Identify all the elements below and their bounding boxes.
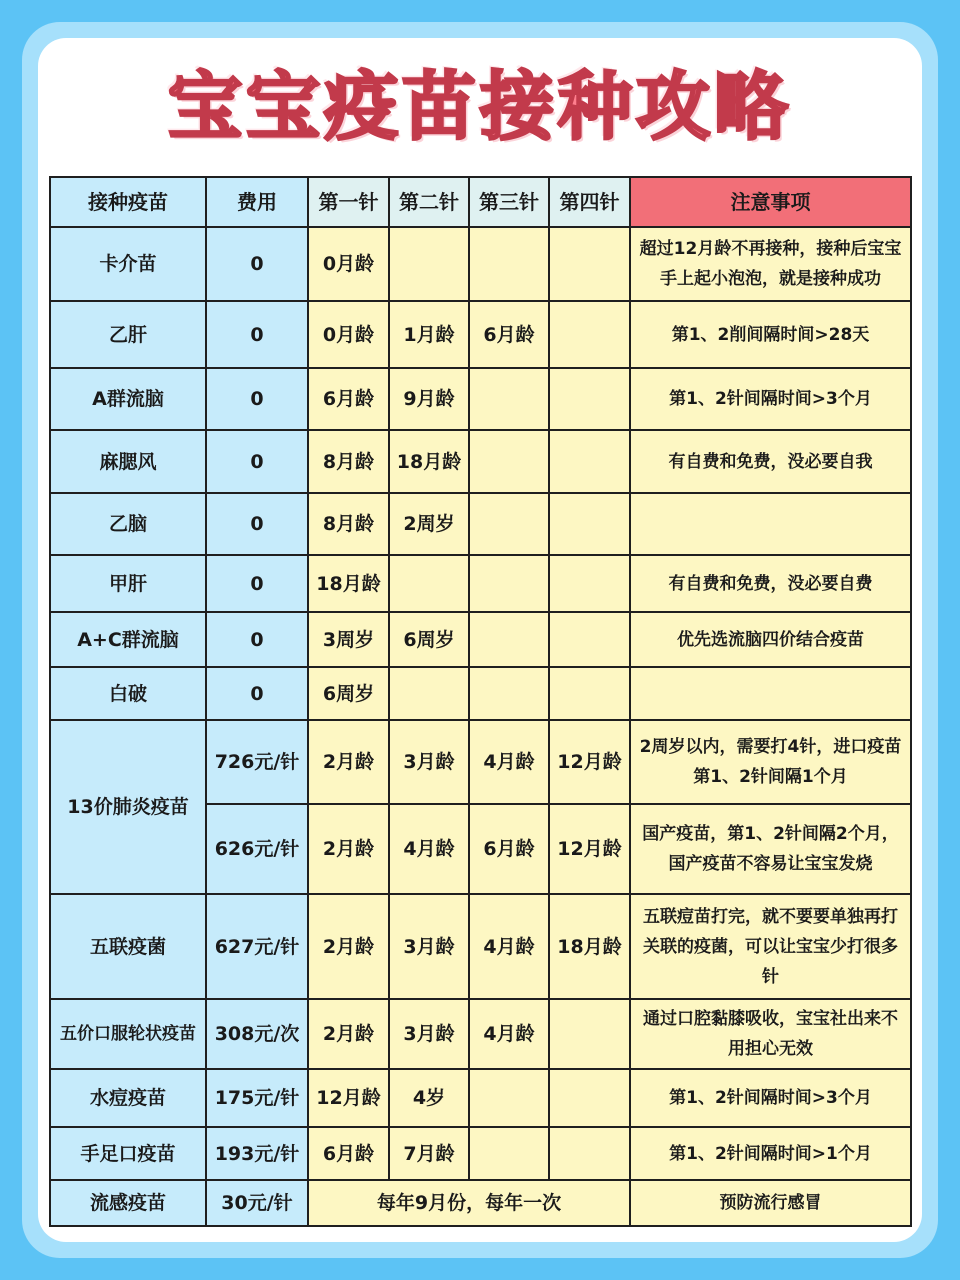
vaccine-fee: 726元/针 — [206, 720, 308, 804]
vaccine-name: 流感疫苗 — [50, 1180, 206, 1226]
vaccine-fee: 0 — [206, 227, 308, 301]
dose4-cell: 18月龄 — [549, 894, 630, 999]
table-row — [50, 1069, 911, 1127]
vaccine-fee: 0 — [206, 430, 308, 493]
table-row — [50, 612, 911, 667]
dose2-cell: 7月龄 — [389, 1127, 469, 1180]
dose4-cell — [549, 555, 630, 612]
dose1-cell: 12月龄 — [308, 1069, 389, 1127]
header-row — [50, 177, 911, 227]
note-cell: 第1、2针间隔时间>3个月 — [630, 368, 911, 430]
dose2-cell: 6周岁 — [389, 612, 469, 667]
dose3-cell — [469, 368, 549, 430]
dose2-cell: 1月龄 — [389, 301, 469, 368]
vaccine-schedule-table — [49, 176, 912, 1227]
note-cell: 有自费和免费，没必要自我 — [630, 430, 911, 493]
dose1-cell: 6月龄 — [308, 1127, 389, 1180]
header-dose3: 第三针 — [469, 177, 549, 227]
note-cell: 第1、2针间隔时间>3个月 — [630, 1069, 911, 1127]
dose4-cell — [549, 430, 630, 493]
vaccine-fee: 0 — [206, 667, 308, 720]
dose3-cell: 6月龄 — [469, 301, 549, 368]
page-title: 宝宝疫苗接种攻略 — [168, 64, 792, 150]
note-cell: 国产疫苗，第1、2针间隔2个月，国产疫苗不容易让宝宝发烧 — [630, 804, 911, 894]
dose2-cell: 4岁 — [389, 1069, 469, 1127]
vaccine-name: 五价口服轮状疫苗 — [50, 999, 206, 1069]
vaccine-fee: 0 — [206, 301, 308, 368]
table-row — [50, 555, 911, 612]
vaccine-name: 麻腮风 — [50, 430, 206, 493]
dose2-cell: 4月龄 — [389, 804, 469, 894]
dose1-cell: 2月龄 — [308, 999, 389, 1069]
note-cell: 有自费和免费，没必要自费 — [630, 555, 911, 612]
note-cell: 第1、2削间隔时间>28天 — [630, 301, 911, 368]
table-row — [50, 430, 911, 493]
dose3-cell — [469, 227, 549, 301]
vaccine-fee: 0 — [206, 555, 308, 612]
vaccine-name: 手足口疫苗 — [50, 1127, 206, 1180]
vaccine-fee: 0 — [206, 368, 308, 430]
vaccine-name: A群流脑 — [50, 368, 206, 430]
dose2-cell — [389, 667, 469, 720]
dose1-cell: 6周岁 — [308, 667, 389, 720]
dose1-cell: 8月龄 — [308, 430, 389, 493]
note-cell: 通过口腔黏膝吸收，宝宝社出来不用担心无效 — [630, 999, 911, 1069]
note-cell: 第1、2针间隔时间>1个月 — [630, 1127, 911, 1180]
header-dose2: 第二针 — [389, 177, 469, 227]
vaccine-fee: 175元/针 — [206, 1069, 308, 1127]
note-cell: 2周岁以内，需要打4针，进口疫苗第1、2针间隔1个月 — [630, 720, 911, 804]
dose1-cell: 0月龄 — [308, 227, 389, 301]
dose4-cell: 12月龄 — [549, 804, 630, 894]
table-row — [50, 667, 911, 720]
dose4-cell — [549, 667, 630, 720]
dose3-cell: 4月龄 — [469, 894, 549, 999]
dose1-cell: 2月龄 — [308, 894, 389, 999]
dose4-cell — [549, 999, 630, 1069]
vaccine-name: A+C群流脑 — [50, 612, 206, 667]
dose1-cell: 2月龄 — [308, 804, 389, 894]
vaccine-fee: 0 — [206, 612, 308, 667]
vaccine-name: 白破 — [50, 667, 206, 720]
table-row — [50, 227, 911, 301]
dose4-cell: 12月龄 — [549, 720, 630, 804]
dose2-cell: 3月龄 — [389, 720, 469, 804]
table-row — [50, 368, 911, 430]
dose3-cell — [469, 493, 549, 555]
vaccine-name: 甲肝 — [50, 555, 206, 612]
note-cell: 预防流行感冒 — [630, 1180, 911, 1226]
dose3-cell — [469, 1127, 549, 1180]
vaccine-name: 五联疫菌 — [50, 894, 206, 999]
vaccine-fee: 308元/次 — [206, 999, 308, 1069]
dose3-cell — [469, 555, 549, 612]
dose1-cell: 8月龄 — [308, 493, 389, 555]
vaccine-fee: 627元/针 — [206, 894, 308, 999]
vaccine-name: 13价肺炎疫苗 — [50, 720, 206, 894]
vaccine-fee: 193元/针 — [206, 1127, 308, 1180]
dose2-cell — [389, 555, 469, 612]
table-row — [50, 493, 911, 555]
dose4-cell — [549, 227, 630, 301]
dose2-cell: 18月龄 — [389, 430, 469, 493]
header-notes: 注意事项 — [630, 177, 911, 227]
table-row — [50, 894, 911, 999]
dose1-cell: 0月龄 — [308, 301, 389, 368]
note-cell — [630, 493, 911, 555]
header-dose1: 第一针 — [308, 177, 389, 227]
dose3-cell: 4月龄 — [469, 720, 549, 804]
note-cell: 优先选流脑四价结合疫苗 — [630, 612, 911, 667]
vaccine-name: 水痘疫苗 — [50, 1069, 206, 1127]
vaccine-fee: 0 — [206, 493, 308, 555]
dose3-cell: 6月龄 — [469, 804, 549, 894]
vaccine-name: 乙肝 — [50, 301, 206, 368]
dose2-cell: 2周岁 — [389, 493, 469, 555]
header-vaccine: 接种疫苗 — [50, 177, 206, 227]
dose4-cell — [549, 493, 630, 555]
dose2-cell: 3月龄 — [389, 999, 469, 1069]
note-cell: 超过12月龄不再接种，接种后宝宝手上起小泡泡，就是接种成功 — [630, 227, 911, 301]
dose2-cell — [389, 227, 469, 301]
dose1-cell: 18月龄 — [308, 555, 389, 612]
vaccine-name: 乙脑 — [50, 493, 206, 555]
dose3-cell — [469, 430, 549, 493]
note-cell: 五联痘苗打完，就不要要单独再打关联的疫菌，可以让宝宝少打很多针 — [630, 894, 911, 999]
dose4-cell — [549, 1127, 630, 1180]
table-row — [50, 301, 911, 368]
dose3-cell — [469, 667, 549, 720]
table-row — [50, 720, 911, 804]
vaccine-fee: 626元/针 — [206, 804, 308, 894]
dose4-cell — [549, 1069, 630, 1127]
dose4-cell — [549, 368, 630, 430]
dose4-cell — [549, 612, 630, 667]
table-row — [50, 1127, 911, 1180]
dose1-cell: 2月龄 — [308, 720, 389, 804]
flu-schedule-cell: 每年9月份，每年一次 — [308, 1180, 630, 1226]
note-cell — [630, 667, 911, 720]
dose3-cell — [469, 612, 549, 667]
dose2-cell: 9月龄 — [389, 368, 469, 430]
dose1-cell: 6月龄 — [308, 368, 389, 430]
dose3-cell: 4月龄 — [469, 999, 549, 1069]
header-fee: 费用 — [206, 177, 308, 227]
table-row — [50, 999, 911, 1069]
table-row — [50, 1180, 911, 1226]
dose2-cell: 3月龄 — [389, 894, 469, 999]
header-dose4: 第四针 — [549, 177, 630, 227]
dose3-cell — [469, 1069, 549, 1127]
dose4-cell — [549, 301, 630, 368]
vaccine-name: 卡介苗 — [50, 227, 206, 301]
dose1-cell: 3周岁 — [308, 612, 389, 667]
vaccine-fee: 30元/针 — [206, 1180, 308, 1226]
